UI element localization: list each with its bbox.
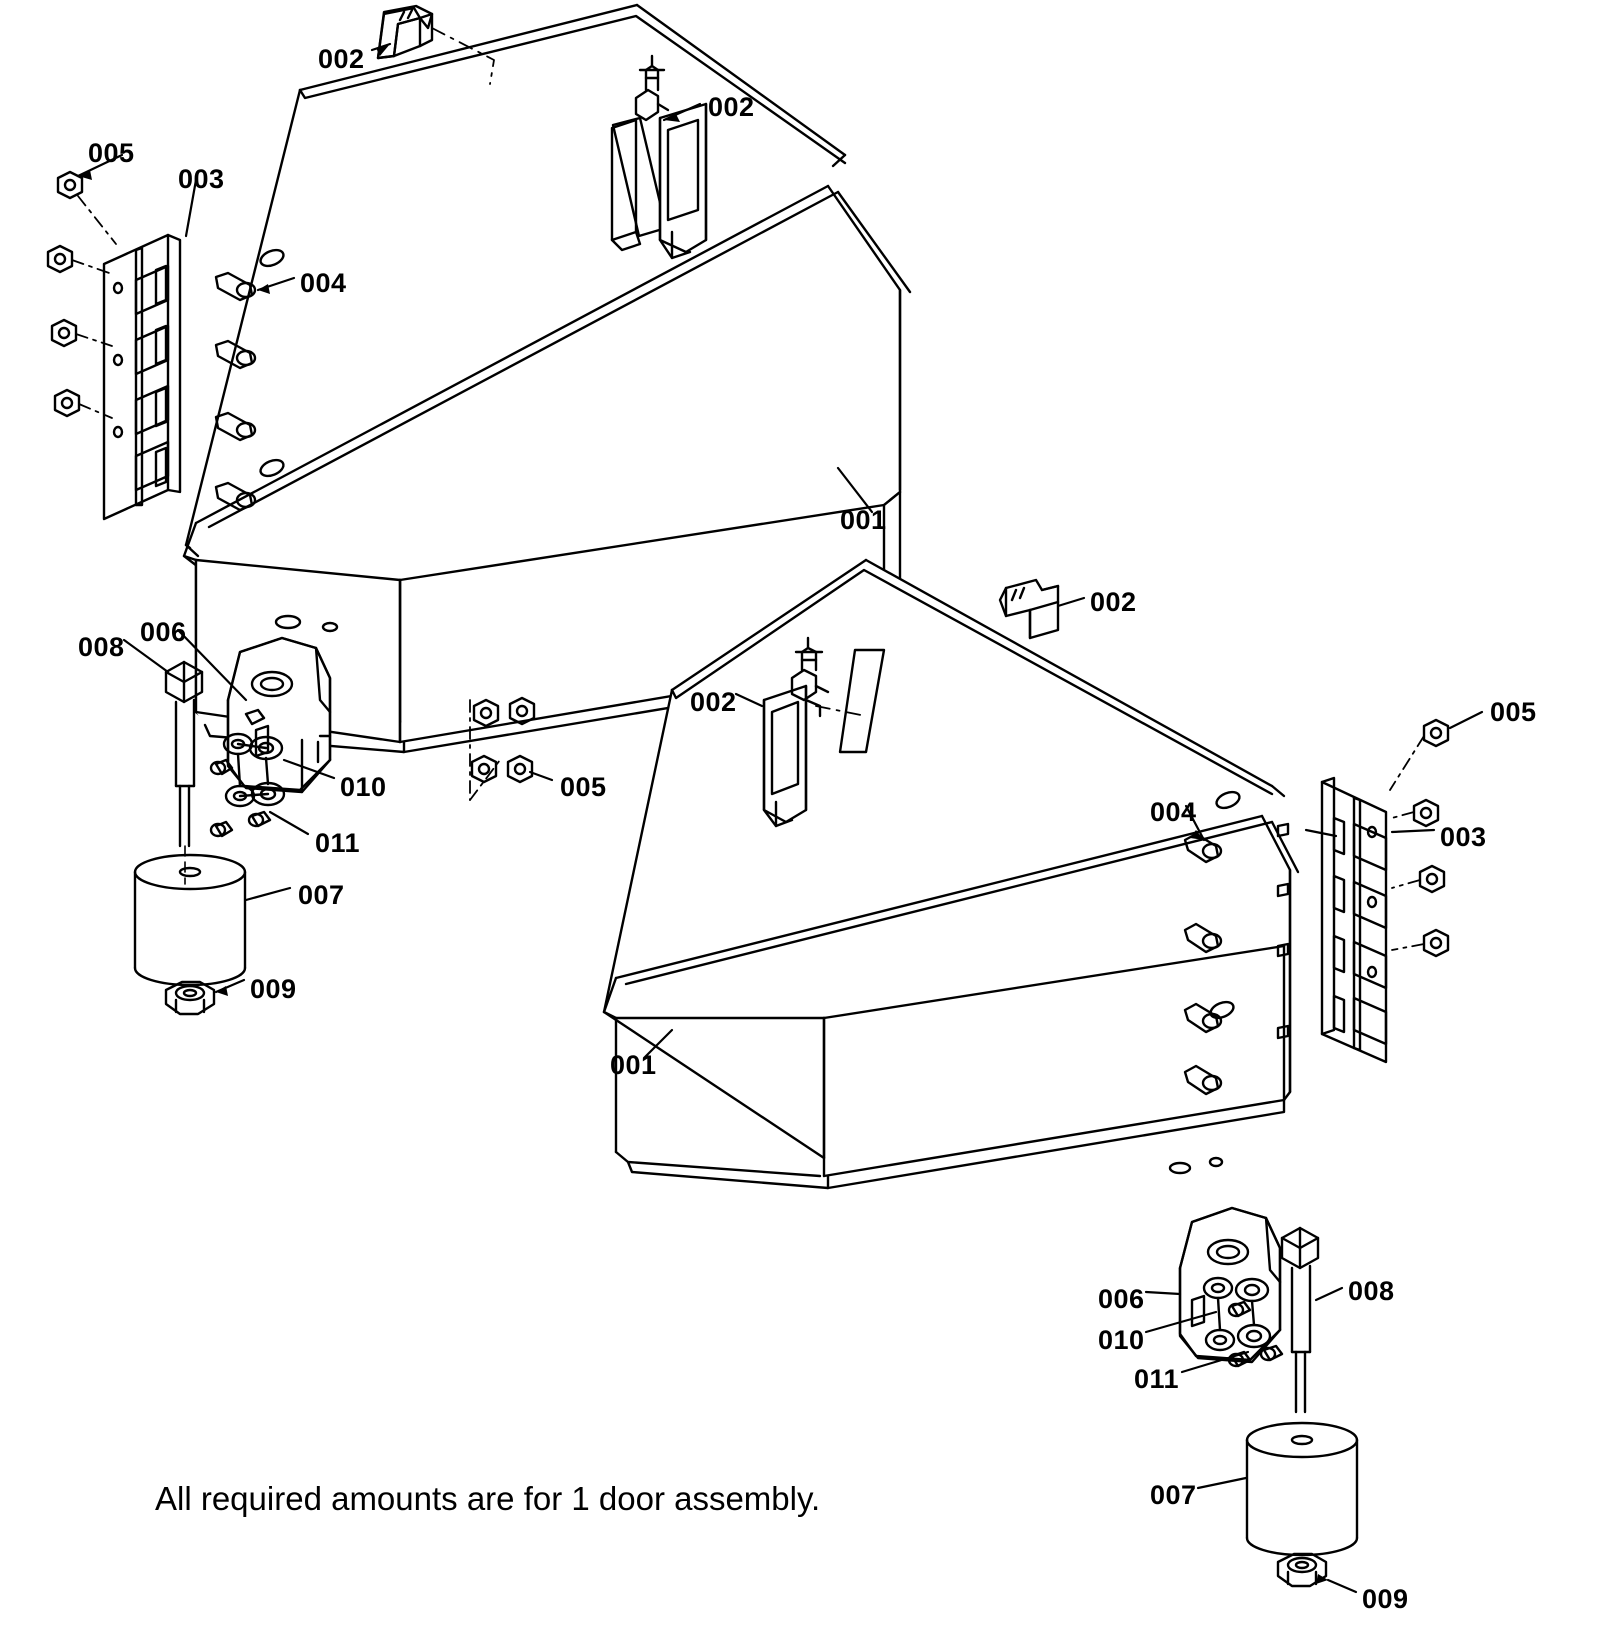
callout-009-lower: 009 — [1362, 1584, 1409, 1614]
callout-006-upper: 006 — [140, 617, 187, 647]
callout-002-upper-latch: 002 — [708, 92, 755, 122]
callout-004-lower: 004 — [1150, 797, 1197, 827]
callout-006-lower: 006 — [1098, 1284, 1145, 1314]
callout-008-lower: 008 — [1348, 1276, 1395, 1306]
upper-nuts — [48, 172, 82, 416]
lower-bolt — [1282, 1228, 1318, 1412]
callout-002-lower-latch: 002 — [690, 687, 737, 717]
callout-009-upper: 009 — [250, 974, 297, 1004]
callout-010-lower: 010 — [1098, 1325, 1145, 1355]
callout-007-upper: 007 — [298, 880, 345, 910]
callout-005-upper: 005 — [88, 138, 135, 168]
lower-bumper — [1247, 1423, 1357, 1555]
assembly-note: All required amounts are for 1 door assembly. — [155, 1480, 821, 1517]
callout-004-upper: 004 — [300, 268, 347, 298]
callout-003-lower: 003 — [1440, 822, 1487, 852]
lower-nut-leaders — [1390, 736, 1424, 950]
upper-hinge — [104, 235, 180, 519]
callout-002-top-left: 002 — [318, 44, 365, 74]
callout-005-center: 005 — [560, 772, 607, 802]
lower-hinge — [1322, 778, 1386, 1062]
callout-001-lower: 001 — [610, 1050, 657, 1080]
callout-001-upper: 001 — [840, 505, 887, 535]
lower-lower-bracket — [1180, 1208, 1282, 1366]
callout-010-upper: 010 — [340, 772, 387, 802]
upper-clip-left — [378, 6, 432, 58]
upper-bumper-nut — [166, 982, 214, 1014]
callout-007-lower: 007 — [1150, 1480, 1197, 1510]
callout-003-upper: 003 — [178, 164, 225, 194]
callout-002-lower-clip: 002 — [1090, 587, 1137, 617]
callout-011-upper: 011 — [315, 828, 361, 858]
upper-bumper — [135, 855, 245, 985]
callout-008-upper: 008 — [78, 632, 125, 662]
lower-door-panel — [604, 560, 1298, 1270]
callout-005-lower: 005 — [1490, 697, 1537, 727]
callout-011-lower: 011 — [1134, 1364, 1180, 1394]
